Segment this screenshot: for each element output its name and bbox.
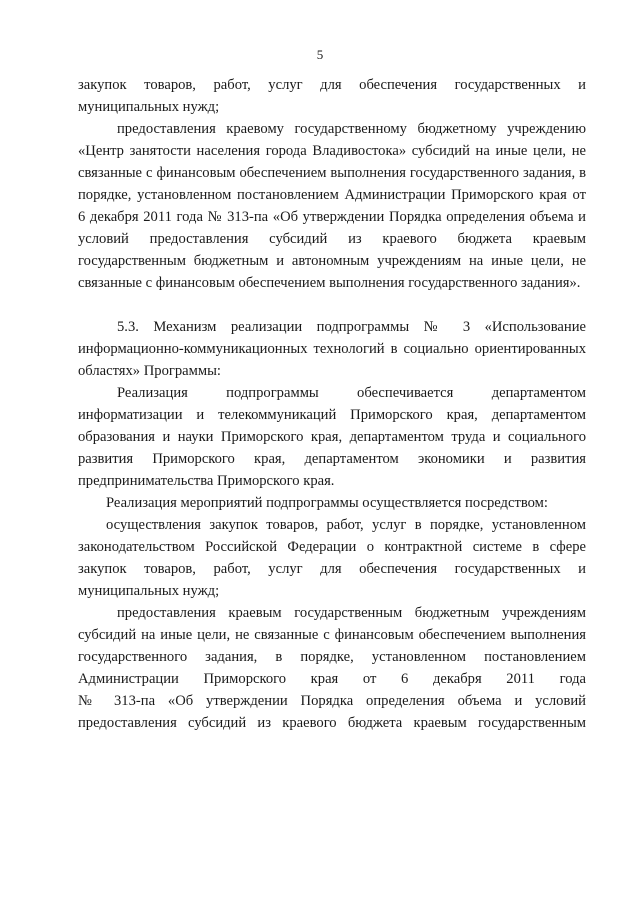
paragraph-line: предоставления краевому государственному бюджетному учреждению bbox=[117, 121, 586, 137]
paragraph-line: муниципальных нужд; bbox=[78, 99, 220, 115]
section-heading-line: областях» Программы: bbox=[78, 363, 221, 379]
paragraph-line: «Центр занятости населения города Владивостока» субсидий на иные цели, не bbox=[78, 143, 586, 159]
paragraph-line: субсидий на иные цели, не связанные с финансовым обеспечением выполнения bbox=[78, 627, 586, 643]
page-number: 5 bbox=[316, 47, 324, 62]
paragraph-line: условий предоставления субсидий из краевого бюджета краевым bbox=[78, 231, 586, 247]
paragraph-line: связанные с финансовым обеспечением выполнения государственного задания». bbox=[78, 275, 581, 291]
paragraph-line: № 313-па «Об утверждении Порядка определения объема и условий bbox=[78, 693, 586, 709]
document-body bbox=[78, 74, 586, 734]
paragraph-line: предоставления краевым государственным бюджетным учреждениям bbox=[117, 605, 586, 621]
paragraph-line: муниципальных нужд; bbox=[78, 583, 220, 599]
paragraph-line: развития Приморского края, департаментом экономики и развития bbox=[78, 451, 586, 467]
section-heading-line: информационно-коммуникационных технологий в социально ориентированных bbox=[78, 341, 586, 357]
paragraph-line: Администрации Приморского края от 6 декабря 2011 года bbox=[78, 671, 586, 687]
section-heading-line: 5.3. Механизм реализации подпрограммы № 3 «Использование bbox=[117, 319, 586, 335]
paragraph-line: 6 декабря 2011 года № 313-па «Об утверждении Порядка определения объема и bbox=[78, 209, 586, 225]
paragraph-line: предоставления субсидий из краевого бюджета краевым государственным bbox=[78, 715, 586, 731]
paragraph-line: закупок товаров, работ, услуг для обеспечения государственных и bbox=[78, 561, 586, 577]
paragraph-line: закупок товаров, работ, услуг для обеспечения государственных и bbox=[78, 77, 586, 93]
paragraph-line: государственным бюджетным и автономным учреждениям на иные цели, не bbox=[78, 253, 586, 269]
paragraph-line: Реализация подпрограммы обеспечивается департаментом bbox=[117, 385, 586, 401]
paragraph-line: государственного задания, в порядке, установленном постановлением bbox=[78, 649, 586, 665]
paragraph-line: предпринимательства Приморского края. bbox=[78, 473, 335, 489]
paragraph-line: законодательством Российской Федерации о контрактной системе в сфере bbox=[78, 539, 586, 555]
paragraph-line: информатизации и телекоммуникаций Приморского края, департаментом bbox=[78, 407, 586, 423]
paragraph-line: связанные с финансовым обеспечением выполнения государственного задания, в bbox=[78, 165, 586, 181]
paragraph-line: образования и науки Приморского края, департаментом труда и социального bbox=[78, 429, 586, 445]
paragraph-line: порядке, установленном постановлением Администрации Приморского края от bbox=[78, 187, 586, 203]
paragraph-line: осуществления закупок товаров, работ, услуг в порядке, установленном bbox=[106, 517, 586, 533]
paragraph-line: Реализация мероприятий подпрограммы осуществляется посредством: bbox=[106, 495, 548, 511]
